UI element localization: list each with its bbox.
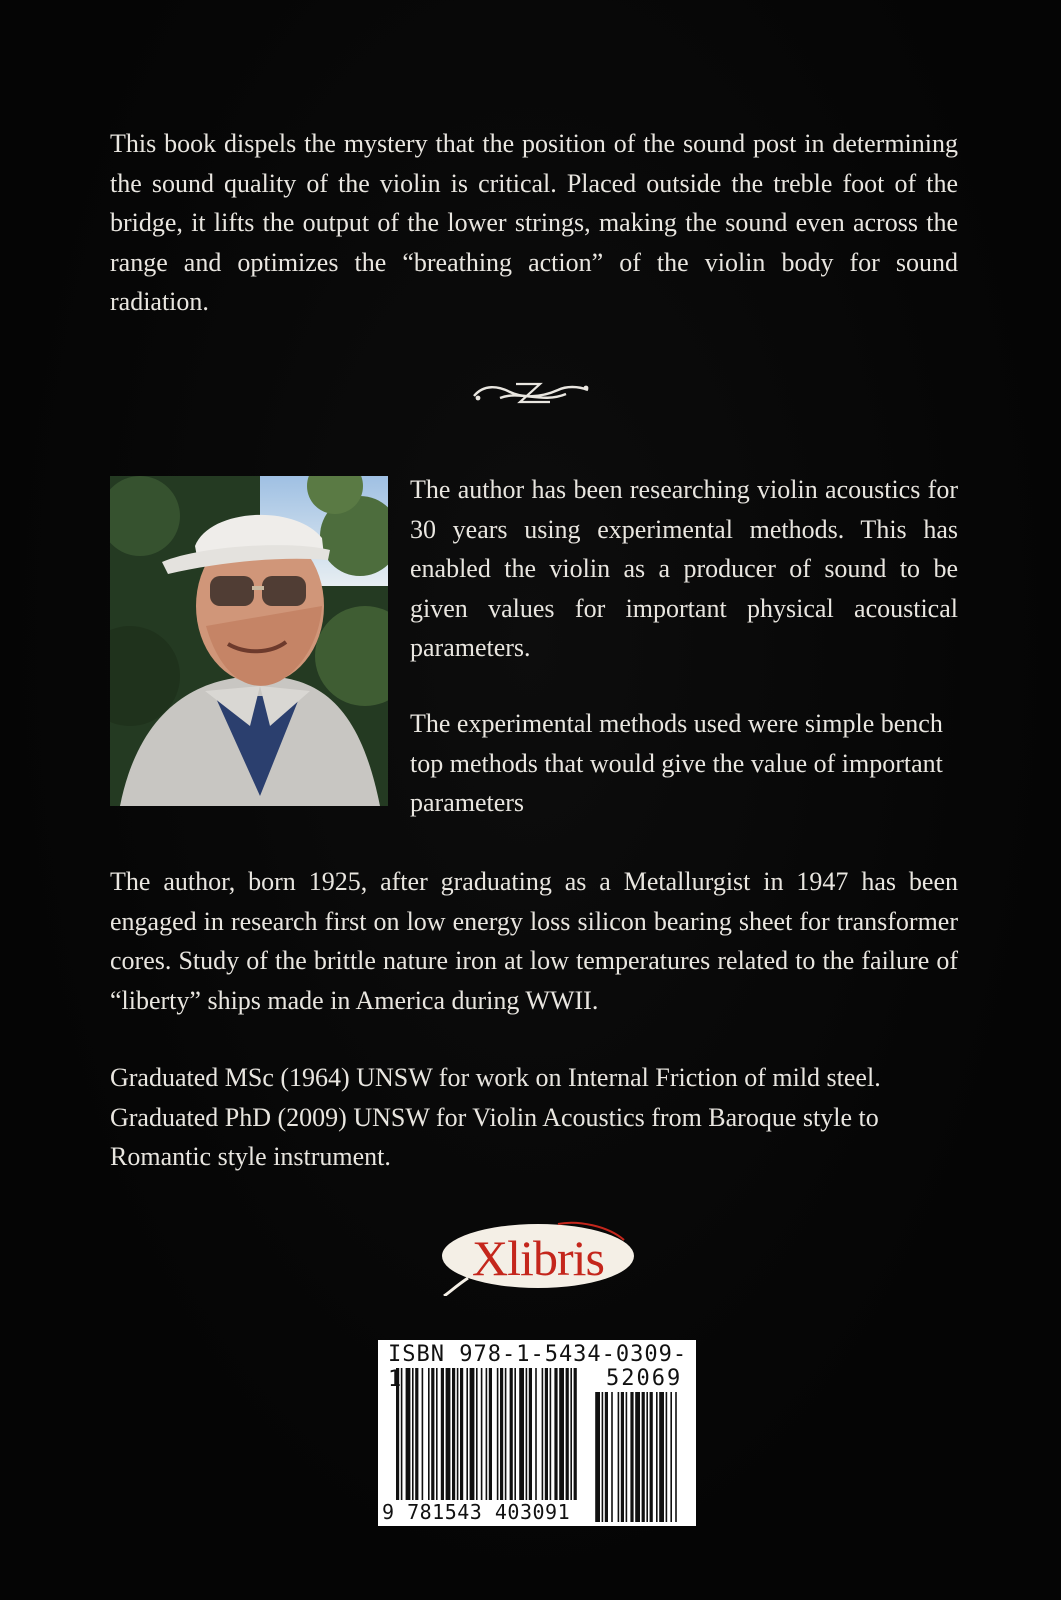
publisher-logo-text: Xlibris — [472, 1230, 604, 1286]
publisher-logo — [438, 1220, 638, 1296]
price-code: 52069 — [606, 1366, 683, 1391]
author-methods-paragraph: The experimental methods used were simple bench top methods that would give the value of important parameters — [410, 709, 943, 817]
ornament-divider-icon — [470, 376, 594, 410]
ean-digits: 9 781543 403091 — [382, 1500, 571, 1524]
isbn-barcode — [378, 1340, 696, 1526]
book-blurb: This book dispels the mystery that the position of the sound post in determining the sound quality of the violin is critical. Placed outside the treble foot of the bridge, it lifts the output of the lower strings, making the sound even across the range and optimizes the “breathing action” of the violin body for sound radiation. — [110, 129, 958, 316]
degree-phd: Graduated PhD (2009) UNSW for Violin Acoustics from Baroque style to Romantic style instrument. — [110, 1102, 879, 1171]
author-research-paragraph: The author has been researching violin acoustics for 30 years using experimental methods. This has enabled the violin as a producer of sound to be given values for important physical acoustical parameters. — [410, 475, 958, 662]
author-photo — [110, 476, 388, 806]
degrees-section — [110, 1058, 958, 1177]
author-bio-paragraph: The author, born 1925, after graduating as a Metallurgist in 1947 has been engaged in research first on low energy loss silicon bearing sheet for transformer cores. Study of the brittle nature iron at low temperatures related to the failure of “liberty” ships made in America during WWII. — [110, 867, 958, 1015]
degree-msc: Graduated MSc (1964) UNSW for work on Internal Friction of mild steel. — [110, 1063, 881, 1092]
isbn-label: ISBN 978-1-5434-0309-1 — [388, 1342, 688, 1392]
